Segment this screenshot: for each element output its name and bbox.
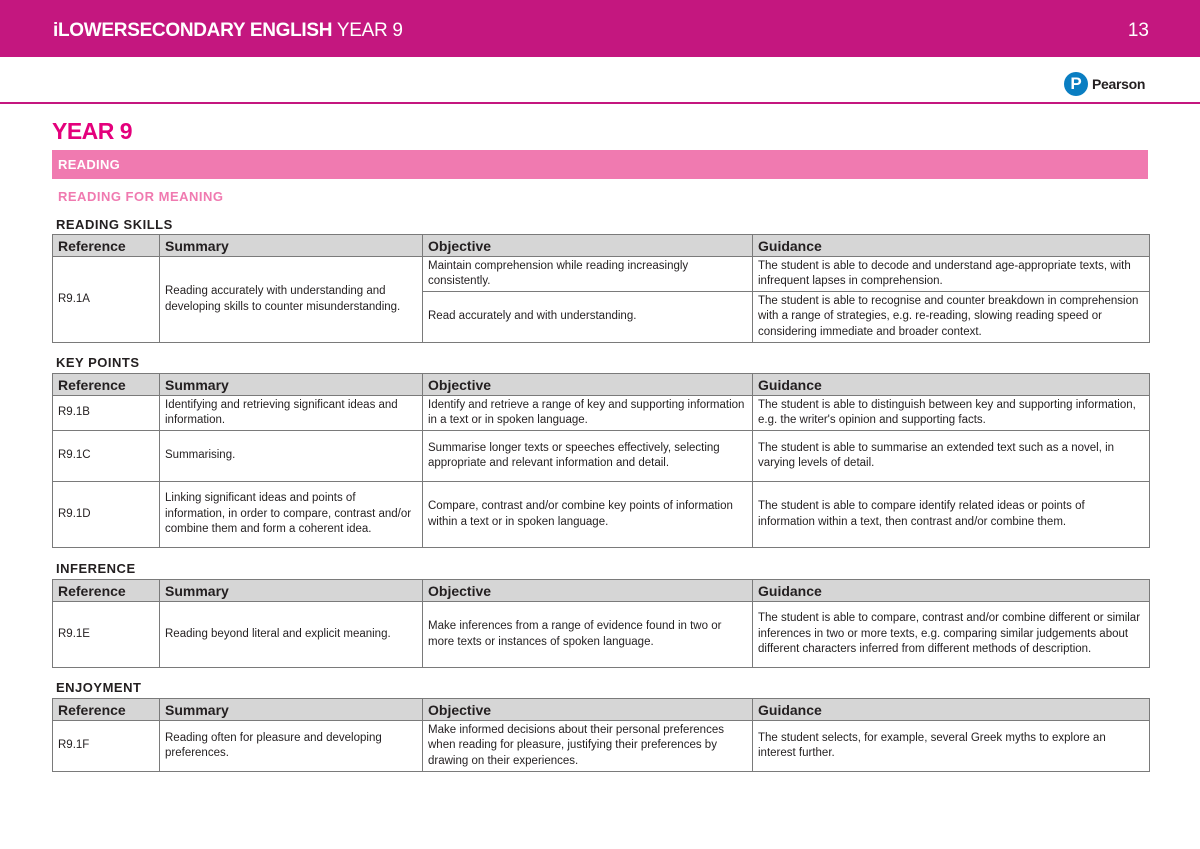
column-header-summary: Summary	[160, 374, 423, 396]
column-header-summary: Summary	[160, 235, 423, 257]
guidance-cell: The student selects, for example, several Greek myths to explore an interest further.	[753, 721, 1150, 772]
header-divider	[0, 102, 1200, 104]
reading-skills-table	[52, 234, 1150, 343]
column-header-guidance: Guidance	[753, 699, 1150, 721]
objective-cell: Compare, contrast and/or combine key points of information within a text or in spoken language.	[423, 482, 753, 548]
column-header-objective: Objective	[423, 699, 753, 721]
guidance-cell: The student is able to compare identify related ideas or points of information within a text, then contrast and/or combine them.	[753, 482, 1150, 548]
pearson-logo	[1064, 70, 1145, 98]
column-header-summary: Summary	[160, 699, 423, 721]
guidance-cell: The student is able to decode and understand age-appropriate texts, with infrequent lapses in comprehension.	[753, 257, 1150, 292]
column-header-objective: Objective	[423, 374, 753, 396]
table-row	[53, 396, 1150, 431]
table-heading-inference: INFERENCE	[56, 561, 136, 576]
column-header-objective: Objective	[423, 580, 753, 602]
guidance-cell: The student is able to summarise an extended text such as a novel, in varying levels of detail.	[753, 431, 1150, 482]
column-header-summary: Summary	[160, 580, 423, 602]
table-heading-reading-skills: READING SKILLS	[56, 217, 173, 232]
subsection-heading: READING FOR MEANING	[58, 189, 224, 204]
guidance-cell: The student is able to distinguish between key and supporting information, e.g. the writer's opinion and supporting facts.	[753, 396, 1150, 431]
guidance-cell: The student is able to recognise and counter breakdown in comprehension with a range of strategies, e.g. re-reading, slowing reading speed or considering immediate and broader context.	[753, 292, 1150, 343]
reference-cell: R9.1F	[53, 721, 160, 772]
reference-cell: R9.1E	[53, 602, 160, 668]
column-header-reference: Reference	[53, 374, 160, 396]
reference-cell: R9.1B	[53, 396, 160, 431]
table-header-row	[53, 235, 1150, 257]
table-header-row	[53, 580, 1150, 602]
table-row	[53, 431, 1150, 482]
summary-cell: Reading often for pleasure and developing preferences.	[160, 721, 423, 772]
table-heading-enjoyment: ENJOYMENT	[56, 680, 142, 695]
column-header-reference: Reference	[53, 580, 160, 602]
inference-table	[52, 579, 1150, 668]
column-header-reference: Reference	[53, 699, 160, 721]
table-row	[53, 482, 1150, 548]
table-header-row	[53, 374, 1150, 396]
section-bar	[52, 150, 1148, 179]
column-header-guidance: Guidance	[753, 374, 1150, 396]
column-header-objective: Objective	[423, 235, 753, 257]
key-points-table	[52, 373, 1150, 548]
enjoyment-table	[52, 698, 1150, 772]
objective-cell: Make inferences from a range of evidence found in two or more texts or instances of spoken language.	[423, 602, 753, 668]
page-number: 13	[1127, 20, 1149, 41]
objective-cell: Identify and retrieve a range of key and supporting information in a text or in spoken language.	[423, 396, 753, 431]
objective-cell: Make informed decisions about their personal preferences when reading for pleasure, justifying their preferences by drawing on their experiences.	[423, 721, 753, 772]
objective-cell: Maintain comprehension while reading increasingly consistently.	[423, 257, 753, 292]
year-title: YEAR 9	[52, 118, 133, 144]
column-header-reference: Reference	[53, 235, 160, 257]
reference-cell: R9.1D	[53, 482, 160, 548]
table-row	[53, 721, 1150, 772]
table-header-row	[53, 699, 1150, 721]
column-header-guidance: Guidance	[753, 235, 1150, 257]
summary-cell: Identifying and retrieving significant ideas and information.	[160, 396, 423, 431]
header-bar	[0, 0, 1200, 57]
table-row	[53, 257, 1150, 292]
table-heading-key-points: KEY POINTS	[56, 355, 140, 370]
document-series-title: iLOWERSECONDARY ENGLISH YEAR 9	[53, 20, 403, 41]
table-row	[53, 602, 1150, 668]
section-bar-label: READING	[58, 157, 121, 172]
reference-cell: R9.1C	[53, 431, 160, 482]
summary-cell: Linking significant ideas and points of information, in order to compare, contrast and/or combine them and form a coherent idea.	[160, 482, 423, 548]
objective-cell: Summarise longer texts or speeches effectively, selecting appropriate and relevant information and detail.	[423, 431, 753, 482]
reference-cell: R9.1A	[53, 257, 160, 343]
summary-cell: Summarising.	[160, 431, 423, 482]
objective-cell: Read accurately and with understanding.	[423, 292, 753, 343]
pearson-logo-text: Pearson	[1092, 76, 1146, 92]
pearson-logo-icon: P	[1064, 72, 1088, 96]
summary-cell: Reading accurately with understanding and developing skills to counter misunderstanding.	[160, 257, 423, 343]
column-header-guidance: Guidance	[753, 580, 1150, 602]
guidance-cell: The student is able to compare, contrast and/or combine different or similar inferences in two or more texts, e.g. comparing similar judgements about different characters inferred from different methods of description.	[753, 602, 1150, 668]
summary-cell: Reading beyond literal and explicit meaning.	[160, 602, 423, 668]
